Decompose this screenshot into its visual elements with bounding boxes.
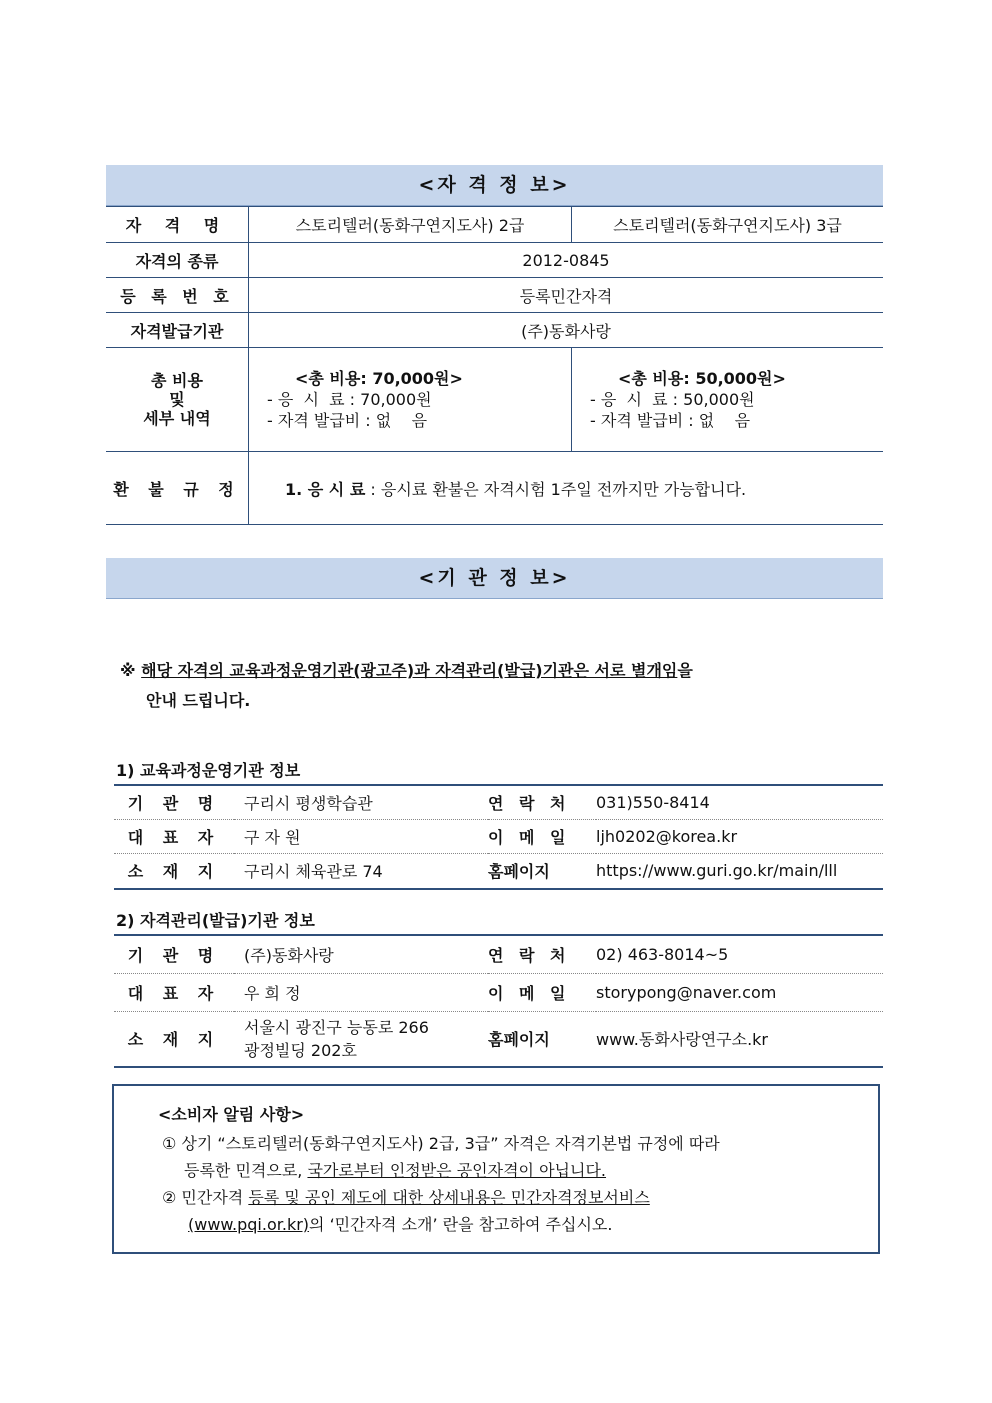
issue-org-addr-line2: 광정빌딩 202호 — [244, 1040, 357, 1060]
issue-org-table — [114, 934, 883, 1068]
issue-org-name-label: 기 관 명 — [114, 935, 234, 973]
issue-org-name: (주)동화사랑 — [234, 935, 488, 973]
issue-org-title: 2) 자격관리(발급)기관 정보 — [116, 911, 315, 930]
edu-org-contact-label: 연 락 처 — [488, 785, 596, 819]
cost-label-line2: 및 — [169, 390, 185, 409]
consumer-line2-a: 등록한 민격으로, — [184, 1161, 308, 1180]
notice-line2: 안내 드립니다. — [146, 691, 251, 710]
notice-line1: 해당 자격의 교육과정운영기관(광고주)과 자격관리(발급)기관은 서로 별개임 — [141, 661, 678, 680]
consumer-line1: ① 상기 “스토리텔러(동화구연지도사) 2급, 3급” 자격은 자격기본법 규정에 따라 — [162, 1134, 720, 1153]
cost-grade3-issue: - 자격 발급비 : 없 음 — [590, 411, 751, 430]
refund-head: 1. 응 시 료 — [285, 479, 366, 499]
edu-org-rep: 구 자 원 — [234, 819, 488, 853]
cost-grade2 — [249, 348, 572, 452]
edu-org-addr-label: 소 재 지 — [114, 853, 234, 889]
separation-notice — [120, 656, 693, 716]
cost-label-line3: 세부 내역 — [143, 409, 211, 428]
edu-org-email-label: 이 메 일 — [488, 819, 596, 853]
edu-org-table — [114, 784, 883, 890]
issue-org-email: storypong@naver.com — [596, 973, 883, 1011]
consumer-line3 — [162, 1184, 650, 1211]
cost-grade3 — [572, 348, 884, 452]
consumer-line4 — [188, 1211, 612, 1238]
issue-org-email-label: 이 메 일 — [488, 973, 596, 1011]
edu-org-addr: 구리시 체육관로 74 — [234, 853, 488, 889]
cost-label-line1: 총 비용 — [151, 371, 203, 390]
qualification-type-value: 2012-0845 — [249, 243, 884, 278]
consumer-line3-a: ② 민간자격 — [162, 1188, 249, 1207]
edu-org-home[interactable]: https://www.guri.go.kr/main/lll — [596, 853, 883, 889]
issuer-value: (주)동화사랑 — [249, 313, 884, 348]
edu-org-name: 구리시 평생학습관 — [234, 785, 488, 819]
qualification-name-grade3: 스토리텔러(동화구연지도사) 3급 — [572, 207, 884, 243]
refund-text: : 응시료 환불은 자격시험 1주일 전까지만 가능합니다. — [365, 479, 747, 499]
cost-label — [106, 348, 249, 452]
consumer-notice-box — [112, 1084, 880, 1254]
issue-org-home-label: 홈페이지 — [488, 1011, 596, 1067]
qualification-name-label: 자 격 명 — [106, 207, 249, 243]
notice-mark: ※ — [120, 661, 136, 680]
consumer-line2-b: 국가로부터 인정받은 공인자격이 아닙니다. — [307, 1161, 607, 1180]
org-section-title: <기 관 정 보> — [106, 558, 883, 599]
qualification-table — [106, 206, 883, 525]
edu-org-name-label: 기 관 명 — [114, 785, 234, 819]
cost-grade3-total: <총 비용: 50,000원> — [618, 369, 786, 388]
qualification-type-label: 자격의 종류 — [106, 243, 249, 278]
refund-value — [249, 452, 884, 525]
registration-value: 등록민간자격 — [249, 278, 884, 313]
edu-org-contact: 031)550-8414 — [596, 785, 883, 819]
issue-org-contact: 02) 463-8014~5 — [596, 935, 883, 973]
issuer-label: 자격발급기관 — [106, 313, 249, 348]
notice-line1-end: 을 — [677, 661, 693, 680]
edu-org-home-label: 홈페이지 — [488, 853, 596, 889]
consumer-notice-title: <소비자 알림 사항> — [158, 1105, 305, 1124]
issue-org-addr-label: 소 재 지 — [114, 1011, 234, 1067]
issue-org-home[interactable]: www.동화사랑연구소.kr — [596, 1011, 883, 1067]
edu-org-rep-label: 대 표 자 — [114, 819, 234, 853]
pqi-link[interactable]: (www.pqi.or.kr) — [188, 1215, 310, 1234]
issue-org-addr — [234, 1011, 488, 1067]
consumer-line4-b: 의 ‘민간자격 소개’ 란을 참고하여 주십시오. — [309, 1215, 613, 1234]
cost-grade2-issue: - 자격 발급비 : 없 음 — [267, 411, 428, 430]
refund-label: 환 불 규 정 — [106, 452, 249, 525]
consumer-line2 — [184, 1157, 606, 1184]
edu-org-title: 1) 교육과정운영기관 정보 — [116, 761, 301, 780]
issue-org-contact-label: 연 락 처 — [488, 935, 596, 973]
cost-grade2-exam: - 응 시 료 : 70,000원 — [267, 390, 432, 409]
issue-org-rep-label: 대 표 자 — [114, 973, 234, 1011]
cost-grade2-total: <총 비용: 70,000원> — [295, 369, 463, 388]
edu-org-email: ljh0202@korea.kr — [596, 819, 883, 853]
registration-label: 등 록 번 호 — [106, 278, 249, 313]
consumer-line3-b: 등록 및 공인 제도에 대한 상세내용은 민간자격정보서비스 — [248, 1188, 650, 1207]
cost-grade3-exam: - 응 시 료 : 50,000원 — [590, 390, 755, 409]
issue-org-addr-line1: 서울시 광진구 능동로 266 — [244, 1017, 429, 1037]
issue-org-rep: 우 희 정 — [234, 973, 488, 1011]
qualification-section-title: <자 격 정 보> — [106, 165, 883, 206]
qualification-name-grade2: 스토리텔러(동화구연지도사) 2급 — [249, 207, 572, 243]
